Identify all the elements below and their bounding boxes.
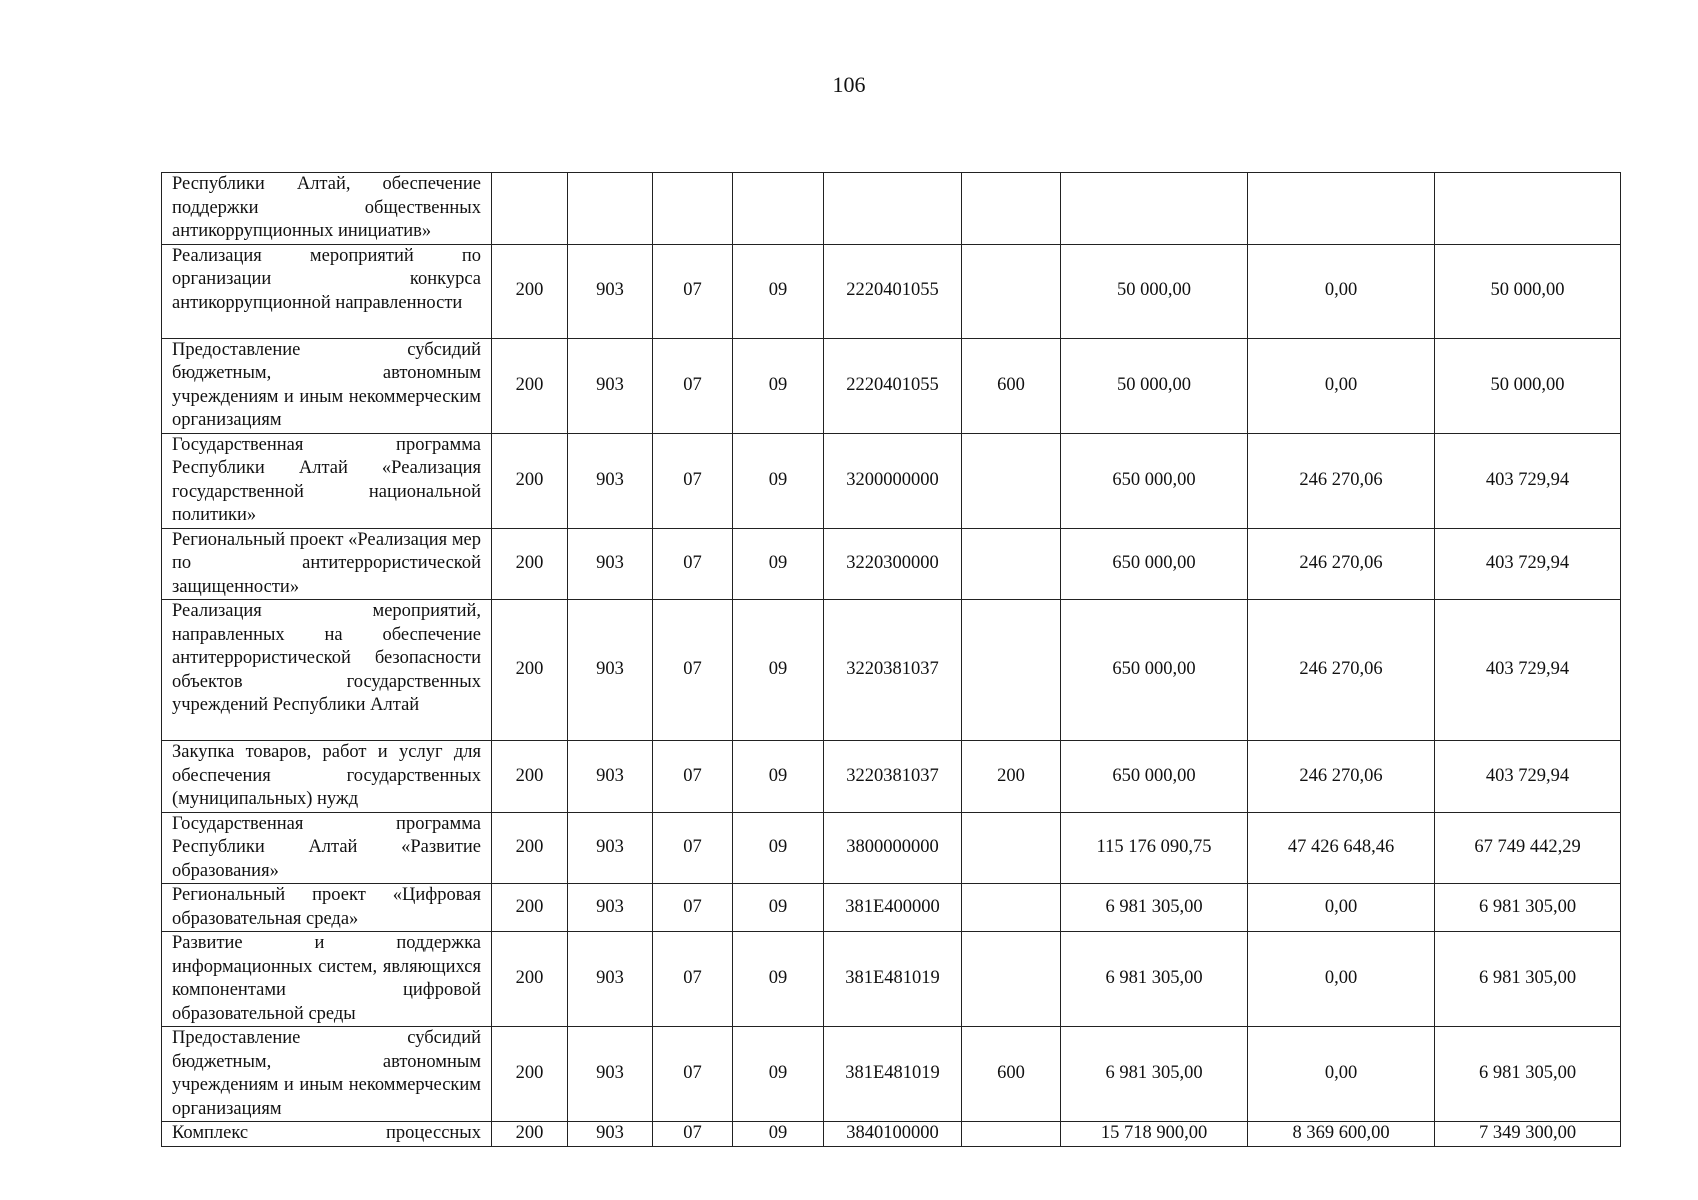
table-row [162,173,1621,245]
expense-type-cell: 600 [962,338,1061,433]
section-code-cell: 07 [653,528,733,600]
row-name-cell: Государственная программа Республики Алтай «Развитие образования» [162,812,492,884]
expense-type-cell [962,932,1061,1027]
page-number: 106 [832,72,866,97]
section-code-cell: 07 [653,244,733,338]
plan-amount-cell: 650 000,00 [1061,528,1248,600]
target-item-cell [824,173,962,245]
expense-type-cell [962,600,1061,741]
remainder-amount-cell: 403 729,94 [1435,741,1621,813]
row-name-cell: Государственная программа Республики Алтай «Реализация государственной национальной политики» [162,433,492,528]
admin-code-cell: 200 [492,812,568,884]
ministry-code-cell [568,173,653,245]
remainder-amount-cell: 6 981 305,00 [1435,932,1621,1027]
row-name-cell: Реализация мероприятий, направленных на обеспечение антитеррористической безопасности объектов государственных учреждений Республики Алтай [162,600,492,741]
table-row [162,1027,1621,1122]
executed-amount-cell: 246 270,06 [1248,528,1435,600]
remainder-amount-cell: 7 349 300,00 [1435,1122,1621,1147]
plan-amount-cell: 6 981 305,00 [1061,884,1248,932]
executed-amount-cell: 0,00 [1248,338,1435,433]
expense-type-cell: 200 [962,741,1061,813]
remainder-amount-cell: 6 981 305,00 [1435,884,1621,932]
subsection-code-cell: 09 [733,932,824,1027]
plan-amount-cell: 6 981 305,00 [1061,932,1248,1027]
section-code-cell: 07 [653,1027,733,1122]
plan-amount-cell: 650 000,00 [1061,433,1248,528]
section-code-cell: 07 [653,884,733,932]
ministry-code-cell: 903 [568,600,653,741]
admin-code-cell: 200 [492,528,568,600]
expense-type-cell [962,173,1061,245]
section-code-cell: 07 [653,812,733,884]
ministry-code-cell: 903 [568,1027,653,1122]
expense-type-cell [962,528,1061,600]
plan-amount-cell: 115 176 090,75 [1061,812,1248,884]
remainder-amount-cell: 50 000,00 [1435,244,1621,338]
subsection-code-cell: 09 [733,433,824,528]
admin-code-cell: 200 [492,1122,568,1147]
budget-table [161,172,1621,1147]
executed-amount-cell: 0,00 [1248,1027,1435,1122]
table-row [162,244,1621,338]
subsection-code-cell: 09 [733,244,824,338]
subsection-code-cell: 09 [733,884,824,932]
subsection-code-cell: 09 [733,338,824,433]
section-code-cell [653,173,733,245]
expense-type-cell [962,1122,1061,1147]
subsection-code-cell [733,173,824,245]
plan-amount-cell: 50 000,00 [1061,244,1248,338]
admin-code-cell: 200 [492,932,568,1027]
target-item-cell: 3220381037 [824,741,962,813]
expense-type-cell: 600 [962,1027,1061,1122]
admin-code-cell: 200 [492,433,568,528]
remainder-amount-cell: 403 729,94 [1435,600,1621,741]
ministry-code-cell: 903 [568,741,653,813]
executed-amount-cell [1248,173,1435,245]
subsection-code-cell: 09 [733,741,824,813]
row-name-cell: Закупка товаров, работ и услуг для обеспечения государственных (муниципальных) нужд [162,741,492,813]
executed-amount-cell: 246 270,06 [1248,433,1435,528]
target-item-cell: 3840100000 [824,1122,962,1147]
section-code-cell: 07 [653,338,733,433]
table-row [162,884,1621,932]
plan-amount-cell: 650 000,00 [1061,741,1248,813]
admin-code-cell: 200 [492,244,568,338]
executed-amount-cell: 47 426 648,46 [1248,812,1435,884]
expense-type-cell [962,812,1061,884]
target-item-cell: 2220401055 [824,338,962,433]
row-name-cell: Предоставление субсидий бюджетным, автономным учреждениям и иным некоммерческим организациям [162,1027,492,1122]
executed-amount-cell: 246 270,06 [1248,741,1435,813]
ministry-code-cell: 903 [568,884,653,932]
row-name-cell: Региональный проект «Реализация мер по антитеррористической защищенности» [162,528,492,600]
executed-amount-cell: 8 369 600,00 [1248,1122,1435,1147]
admin-code-cell: 200 [492,338,568,433]
target-item-cell: 381E481019 [824,1027,962,1122]
ministry-code-cell: 903 [568,244,653,338]
target-item-cell: 381E400000 [824,884,962,932]
remainder-amount-cell: 50 000,00 [1435,338,1621,433]
section-code-cell: 07 [653,433,733,528]
plan-amount-cell: 15 718 900,00 [1061,1122,1248,1147]
admin-code-cell: 200 [492,600,568,741]
plan-amount-cell: 6 981 305,00 [1061,1027,1248,1122]
remainder-amount-cell: 67 749 442,29 [1435,812,1621,884]
admin-code-cell: 200 [492,1027,568,1122]
target-item-cell: 3800000000 [824,812,962,884]
target-item-cell: 3220381037 [824,600,962,741]
row-name-cell: Предоставление субсидий бюджетным, автономным учреждениям и иным некоммерческим организациям [162,338,492,433]
section-code-cell: 07 [653,600,733,741]
subsection-code-cell: 09 [733,812,824,884]
remainder-amount-cell: 403 729,94 [1435,433,1621,528]
table-row [162,600,1621,741]
table-row [162,338,1621,433]
table-row [162,812,1621,884]
row-name-cell: Региональный проект «Цифровая образовательная среда» [162,884,492,932]
table-row [162,528,1621,600]
section-code-cell: 07 [653,932,733,1027]
admin-code-cell: 200 [492,884,568,932]
target-item-cell: 3200000000 [824,433,962,528]
target-item-cell: 3220300000 [824,528,962,600]
row-name-cell: Развитие и поддержка информационных систем, являющихся компонентами цифровой образовательной среды [162,932,492,1027]
admin-code-cell [492,173,568,245]
executed-amount-cell: 0,00 [1248,884,1435,932]
subsection-code-cell: 09 [733,528,824,600]
table-row [162,932,1621,1027]
plan-amount-cell: 650 000,00 [1061,600,1248,741]
expense-type-cell [962,884,1061,932]
expense-type-cell [962,244,1061,338]
subsection-code-cell: 09 [733,600,824,741]
subsection-code-cell: 09 [733,1027,824,1122]
expense-type-cell [962,433,1061,528]
section-code-cell: 07 [653,741,733,813]
subsection-code-cell: 09 [733,1122,824,1147]
ministry-code-cell: 903 [568,433,653,528]
plan-amount-cell: 50 000,00 [1061,338,1248,433]
section-code-cell: 07 [653,1122,733,1147]
row-name-cell: Комплекс процессных [162,1122,492,1147]
table-row [162,433,1621,528]
ministry-code-cell: 903 [568,812,653,884]
executed-amount-cell: 246 270,06 [1248,600,1435,741]
ministry-code-cell: 903 [568,1122,653,1147]
executed-amount-cell: 0,00 [1248,244,1435,338]
plan-amount-cell [1061,173,1248,245]
target-item-cell: 381E481019 [824,932,962,1027]
row-name-cell: Реализация мероприятий по организации конкурса антикоррупционной направленности [162,244,492,338]
executed-amount-cell: 0,00 [1248,932,1435,1027]
table-row [162,1122,1621,1147]
remainder-amount-cell [1435,173,1621,245]
remainder-amount-cell: 403 729,94 [1435,528,1621,600]
target-item-cell: 2220401055 [824,244,962,338]
row-name-cell: Республики Алтай, обеспечение поддержки общественных антикоррупционных инициатив» [162,173,492,245]
ministry-code-cell: 903 [568,932,653,1027]
admin-code-cell: 200 [492,741,568,813]
table-row [162,741,1621,813]
ministry-code-cell: 903 [568,338,653,433]
remainder-amount-cell: 6 981 305,00 [1435,1027,1621,1122]
ministry-code-cell: 903 [568,528,653,600]
